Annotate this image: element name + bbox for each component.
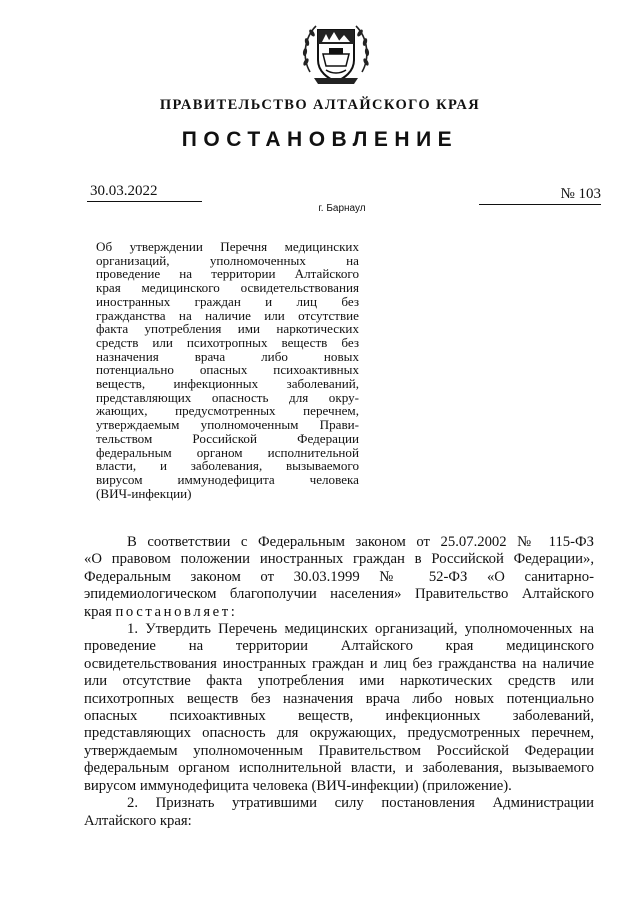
item-1-line: освидетельствования иностранных граждан и лиц без гражданства на наличие — [84, 655, 594, 672]
item-2-line: 2. Признать утратившими силу постановления Администрации — [127, 795, 594, 812]
subject-line: факта употребления ими наркотических — [96, 321, 359, 337]
item-1-line: проведение на территории Алтайского края медицинского — [84, 638, 594, 655]
subject-line: веществ, инфекционных заболеваний, — [96, 376, 359, 392]
item-1-line: опасных психоактивных веществ, инфекционных заболеваний, — [84, 708, 594, 725]
document-number: № 103 — [479, 186, 601, 205]
preamble-line: «О правовом положении иностранных граждан в Российской Федерации», — [84, 551, 594, 568]
preamble-line: Федеральным законом от 30.03.1999 № 52-ФЗ «О санитарно- — [84, 568, 594, 585]
item-1-paragraph — [84, 621, 594, 795]
subject-line: власти, и заболевания, вызываемого — [96, 458, 359, 474]
item-1-line: психотропных веществ без назначения врача либо новых потенциально — [84, 690, 594, 707]
subject-line: федеральным органом исполнительной — [96, 444, 359, 460]
subject-line: (ВИЧ-инфекции) — [96, 485, 192, 501]
subject-line: края медицинского освидетельствования — [96, 280, 359, 296]
item-1-line: утверждаемым уполномоченным Правительством Российской Федерации — [84, 742, 594, 759]
document-subject — [96, 240, 359, 500]
subject-line: тельством Российской Федерации — [96, 430, 359, 446]
preamble-line: эпидемиологическом благополучии населения» Правительство Алтайского — [84, 586, 594, 603]
subject-line: потенциально опасных психоактивных — [96, 362, 359, 378]
document-type: ПОСТАНОВЛЕНИЕ — [181, 128, 459, 151]
item-1-line: 1. Утвердить Перечень медицинских организаций, уполномоченных на — [127, 621, 594, 638]
document-date: 30.03.2022 — [87, 183, 202, 202]
item-1-line: или отсутствие факта употребления ими наркотических средств или — [84, 673, 594, 690]
item-1-line: федеральным органом исполнительной власти, и заболевания, вызываемого — [84, 760, 594, 777]
item-2-line: Алтайского края: — [84, 812, 192, 829]
preamble-line: В соответствии с Федеральным законом от 25.07.2002 № 115-ФЗ — [127, 534, 594, 550]
subject-line: утверждаемым уполномоченным Прави- — [96, 417, 359, 433]
subject-line: назначения врача либо новых — [96, 348, 359, 364]
subject-line: проведение на территории Алтайского — [96, 266, 359, 282]
item-2-paragraph — [84, 795, 594, 830]
subject-line: средств или психотропных веществ без — [96, 334, 359, 350]
city: г. Барнаул — [318, 203, 366, 214]
subject-line: организаций, уполномоченных на — [96, 252, 359, 268]
decree-prefix: края — [84, 603, 112, 620]
government-title: ПРАВИТЕЛЬСТВО АЛТАЙСКОГО КРАЯ — [159, 97, 481, 113]
subject-line: гражданства на наличие или отсутствие — [96, 307, 359, 323]
document-body — [84, 534, 594, 830]
item-1-line: представляющих опасность для окружающих, предусмотренных перечнем, — [84, 725, 594, 742]
decree-word: постановляет: — [115, 603, 238, 620]
subject-line: жающих, предусмотренных перечнем, — [96, 403, 359, 419]
subject-line: Об утверждении Перечня медицинских — [96, 239, 359, 254]
subject-line: иностранных граждан и лиц без — [96, 293, 359, 309]
preamble-paragraph — [84, 534, 594, 621]
coat-of-arms-emblem — [296, 12, 376, 92]
subject-line: представляющих опасность для окру- — [96, 389, 359, 405]
item-1-line: вирусом иммунодефицита человека (ВИЧ-инфекции) (приложение). — [84, 777, 512, 794]
preamble-line-decree — [84, 604, 594, 621]
subject-line: вирусом иммунодефицита человека — [96, 471, 359, 487]
